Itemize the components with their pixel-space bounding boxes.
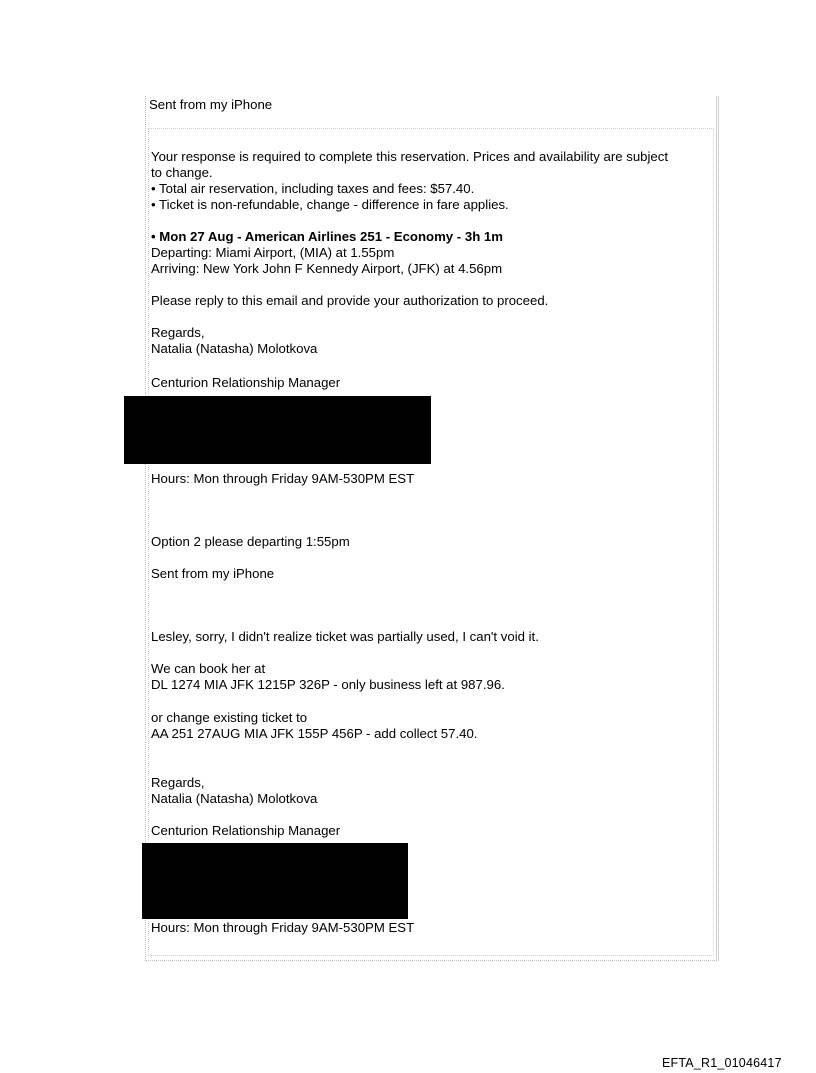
departing-line: Departing: Miami Airport, (MIA) at 1.55pm [151, 245, 395, 260]
hours-2: Hours: Mon through Friday 9AM-530PM EST [151, 920, 415, 935]
book-option [151, 661, 505, 693]
reply-request: Please reply to this email and provide your authorization to proceed. [151, 293, 549, 308]
apology-line: Lesley, sorry, I didn't realize ticket was partially used, I can't void it. [151, 629, 539, 644]
regards-1: Regards, [151, 325, 205, 340]
redaction-block-2 [142, 843, 408, 919]
aa-option: AA 251 27AUG MIA JFK 155P 456P - add collect 57.40. [151, 726, 478, 741]
signature-2 [151, 775, 317, 807]
redaction-block-1 [124, 396, 431, 464]
intro-line-1: Your response is required to complete this reservation. Prices and availability are subject [151, 149, 669, 164]
sent-from-top: Sent from my iPhone [149, 97, 273, 112]
option-reply: Option 2 please departing 1:55pm [151, 534, 350, 549]
dl-option: DL 1274 MIA JFK 1215P 326P - only business left at 987.96. [151, 677, 505, 692]
reservation-intro [151, 149, 668, 213]
document-id: EFTA_R1_01046417 [662, 1056, 782, 1070]
title-1: Centurion Relationship Manager [151, 375, 341, 390]
flight-heading: • Mon 27 Aug - American Airlines 251 - Economy - 3h 1m [151, 229, 503, 244]
change-option [151, 710, 477, 742]
name-1: Natalia (Natasha) Molotkova [151, 341, 318, 356]
signature-1 [151, 325, 317, 357]
hours-1: Hours: Mon through Friday 9AM-530PM EST [151, 471, 415, 486]
sent-from-reply: Sent from my iPhone [151, 566, 275, 581]
bullet-ticket: • Ticket is non-refundable, change - difference in fare applies. [151, 197, 509, 212]
change-intro: or change existing ticket to [151, 710, 308, 725]
book-intro: We can book her at [151, 661, 266, 676]
title-2: Centurion Relationship Manager [151, 823, 341, 838]
bullet-total: • Total air reservation, including taxes and fees: $57.40. [151, 181, 475, 196]
regards-2: Regards, [151, 775, 205, 790]
flight-details [151, 229, 503, 277]
name-2: Natalia (Natasha) Molotkova [151, 791, 318, 806]
arriving-line: Arriving: New York John F Kennedy Airport, (JFK) at 4.56pm [151, 261, 503, 276]
intro-line-2: to change. [151, 165, 213, 180]
